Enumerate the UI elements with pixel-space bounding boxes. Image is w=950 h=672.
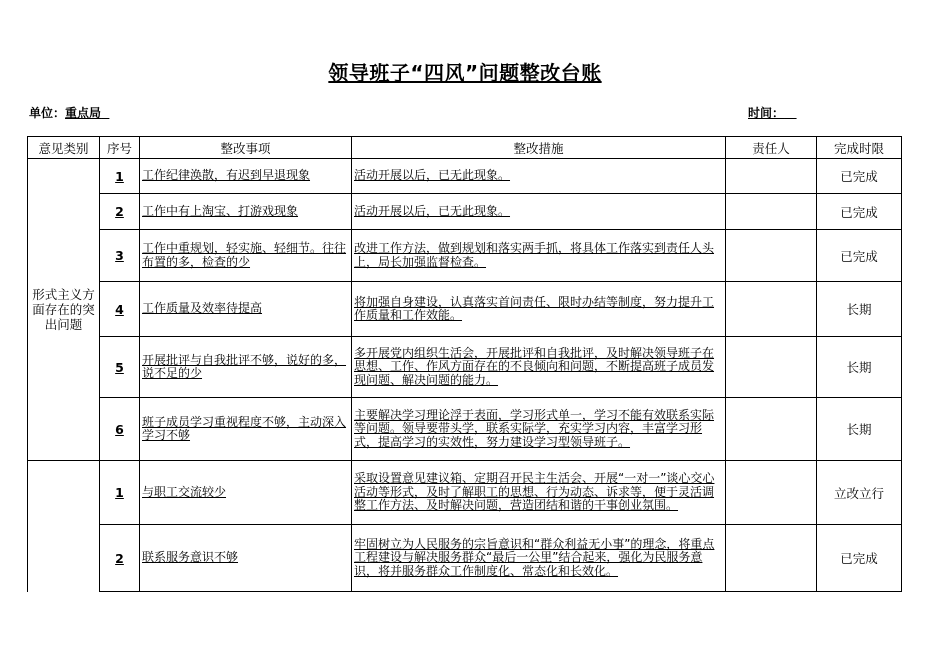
header-responsible: 责任人 bbox=[726, 137, 817, 159]
row-item: 班子成员学习重视程度不够，主动深入学习不够 bbox=[140, 398, 352, 461]
table-row bbox=[28, 337, 902, 398]
row-responsible bbox=[726, 461, 817, 525]
row-deadline: 已完成 bbox=[817, 159, 902, 194]
row-deadline: 长期 bbox=[817, 398, 902, 461]
row-deadline: 已完成 bbox=[817, 230, 902, 282]
category-cell: 形式主义方面存在的突出问题 bbox=[28, 159, 100, 461]
row-item: 与职工交流较少 bbox=[140, 461, 352, 525]
header-category: 意见类别 bbox=[28, 137, 100, 159]
row-deadline: 已完成 bbox=[817, 194, 902, 230]
row-measure: 将加强自身建设，认真落实首问责任、限时办结等制度，努力提升工作质量和工作效能。 bbox=[352, 282, 726, 337]
row-number: 2 bbox=[100, 525, 140, 592]
table-row bbox=[28, 398, 902, 461]
row-item: 开展批评与自我批评不够，说好的多，说不足的少 bbox=[140, 337, 352, 398]
row-measure: 主要解决学习理论浮于表面，学习形式单一，学习不能有效联系实际等问题。领导要带头学，联系实际学，充实学习内容，丰富学习形式，提高学习的实效性，努力建设学习型领导班子。 bbox=[352, 398, 726, 461]
row-number: 1 bbox=[100, 159, 140, 194]
table-row bbox=[28, 461, 902, 525]
row-item: 工作纪律涣散，有迟到早退现象 bbox=[140, 159, 352, 194]
unit-label: 单位： bbox=[29, 106, 66, 120]
table-row bbox=[28, 230, 902, 282]
header-number: 序号 bbox=[100, 137, 140, 159]
row-deadline: 已完成 bbox=[817, 525, 902, 592]
row-item: 工作质量及效率待提高 bbox=[140, 282, 352, 337]
row-responsible bbox=[726, 282, 817, 337]
row-item: 联系服务意识不够 bbox=[140, 525, 352, 592]
row-number: 6 bbox=[100, 398, 140, 461]
time-line bbox=[748, 104, 797, 121]
row-responsible bbox=[726, 194, 817, 230]
row-measure: 采取设置意见建议箱、定期召开民主生活会、开展“一对一”谈心交心活动等形式，及时了解职工的思想、行为动态、诉求等，便于灵活调整工作方法、及时解决问题，营造团结和谐的干事创业氛围。 bbox=[352, 461, 726, 525]
header-deadline: 完成时限 bbox=[817, 137, 902, 159]
row-number: 4 bbox=[100, 282, 140, 337]
table-row bbox=[28, 194, 902, 230]
row-measure: 活动开展以后，已无此现象。 bbox=[352, 194, 726, 230]
page-title: 领导班子“四风”问题整改台账 bbox=[328, 61, 602, 85]
rectification-ledger-table bbox=[27, 136, 902, 592]
table-row bbox=[28, 525, 902, 592]
row-deadline: 立改立行 bbox=[817, 461, 902, 525]
row-responsible bbox=[726, 230, 817, 282]
row-number: 5 bbox=[100, 337, 140, 398]
row-item: 工作中重规划，轻实施、轻细节。往往布置的多，检查的少 bbox=[140, 230, 352, 282]
category-cell bbox=[28, 461, 100, 592]
row-responsible bbox=[726, 337, 817, 398]
unit-value: 重点局 bbox=[65, 106, 102, 120]
row-responsible bbox=[726, 525, 817, 592]
row-measure: 活动开展以后，已无此现象。 bbox=[352, 159, 726, 194]
row-responsible bbox=[726, 159, 817, 194]
time-label: 时间： bbox=[748, 106, 785, 120]
row-measure: 多开展党内组织生活会，开展批评和自我批评，及时解决领导班子在思想、工作、作风方面存在的不良倾向和问题，不断提高班子成员发现问题、解决问题的能力。 bbox=[352, 337, 726, 398]
row-measure: 牢固树立为人民服务的宗旨意识和“群众利益无小事”的理念，将重点工程建设与解决服务群众“最后一公里”结合起来，强化为民服务意识，将并服务群众工作制度化、常态化和长效化。 bbox=[352, 525, 726, 592]
table-row bbox=[28, 282, 902, 337]
row-item: 工作中有上淘宝、打游戏现象 bbox=[140, 194, 352, 230]
header-item: 整改事项 bbox=[140, 137, 352, 159]
header-row bbox=[28, 137, 902, 159]
row-responsible bbox=[726, 398, 817, 461]
header-measure: 整改措施 bbox=[352, 137, 726, 159]
row-number: 1 bbox=[100, 461, 140, 525]
unit-line bbox=[29, 104, 109, 121]
row-deadline: 长期 bbox=[817, 337, 902, 398]
row-number: 3 bbox=[100, 230, 140, 282]
row-measure: 改进工作方法，做到规划和落实两手抓，将具体工作落实到责任人头上，局长加强监督检查。 bbox=[352, 230, 726, 282]
row-number: 2 bbox=[100, 194, 140, 230]
table-row bbox=[28, 159, 902, 194]
row-deadline: 长期 bbox=[817, 282, 902, 337]
